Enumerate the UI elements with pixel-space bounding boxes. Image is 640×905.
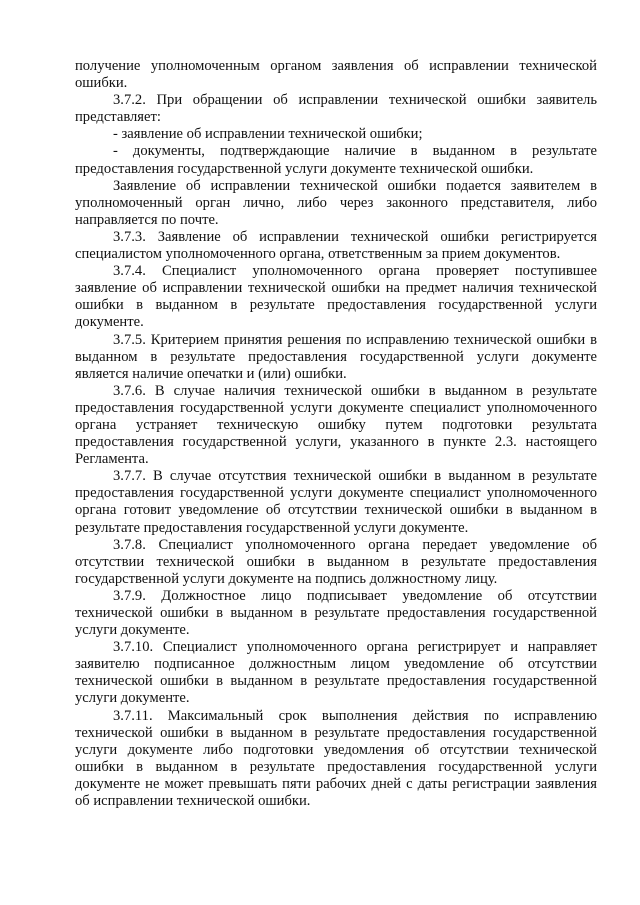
paragraph-submission: Заявление об исправлении технической ошибки подается заявителем в уполномоченный орган лично, либо через законного представителя, либо направляется по почте. (75, 177, 597, 228)
paragraph-3-7-8: 3.7.8. Специалист уполномоченного органа передает уведомление об отсутствии технической ошибки в выданном в результате предоставления государственной услуги документе на подпись должностному лицу. (75, 536, 597, 587)
paragraph-3-7-11: 3.7.11. Максимальный срок выполнения действия по исправлению технической ошибки в выданном в результате предоставления государственной услуги документе либо подготовки уведомления об отсутствии технической ошибки в выданном в результате предоставления государственной услуги документе не может превышать пяти рабочих дней с даты регистрации заявления об исправлении технической ошибки. (75, 707, 597, 810)
list-item-application: - заявление об исправлении технической ошибки; (113, 126, 423, 143)
paragraph-3-7-10: 3.7.10. Специалист уполномоченного органа регистрирует и направляет заявителю подписанное должностным лицом уведомление об отсутствии технической ошибки в выданном в результате предоставления государственной услуги документе. (75, 639, 597, 707)
list-item-documents: - документы, подтверждающие наличие в выданном в результате предоставления государственной услуги документе технической ошибки. (75, 143, 597, 177)
paragraph-continuation: получение уполномоченным органом заявления об исправлении технической ошибки. (75, 58, 597, 92)
paragraph-3-7-2: 3.7.2. При обращении об исправлении технической ошибки заявитель представляет: (75, 92, 597, 126)
paragraph-3-7-6: 3.7.6. В случае наличия технической ошибки в выданном в результате предоставления государственной услуги документе специалист уполномоченного органа устраняет техническую ошибку путем подготовки результата предоставления государственной услуги, указанного в пункте 2.3. настоящего Регламента. (75, 382, 597, 468)
paragraph-3-7-7: 3.7.7. В случае отсутствия технической ошибки в выданном в результате предоставления государственной услуги документе специалист уполномоченного органа готовит уведомление об отсутствии технической ошибки в выданном в результате предоставления государственной услуги документе. (75, 468, 597, 536)
document-page (75, 58, 597, 810)
paragraph-3-7-9: 3.7.9. Должностное лицо подписывает уведомление об отсутствии технической ошибки в выданном в результате предоставления государственной услуги документе. (75, 587, 597, 639)
paragraph-3-7-4: 3.7.4. Специалист уполномоченного органа проверяет поступившее заявление об исправлении технической ошибки на предмет наличия технической ошибки в выданном в результате предоставления государственной услуги документе. (75, 263, 597, 331)
paragraph-3-7-5: 3.7.5. Критерием принятия решения по исправлению технической ошибки в выданном в результате предоставления государственной услуги документе является наличие опечатки и (или) ошибки. (75, 331, 597, 382)
paragraph-3-7-3: 3.7.3. Заявление об исправлении технической ошибки регистрируется специалистом уполномоченного органа, ответственным за прием документов. (75, 228, 597, 263)
